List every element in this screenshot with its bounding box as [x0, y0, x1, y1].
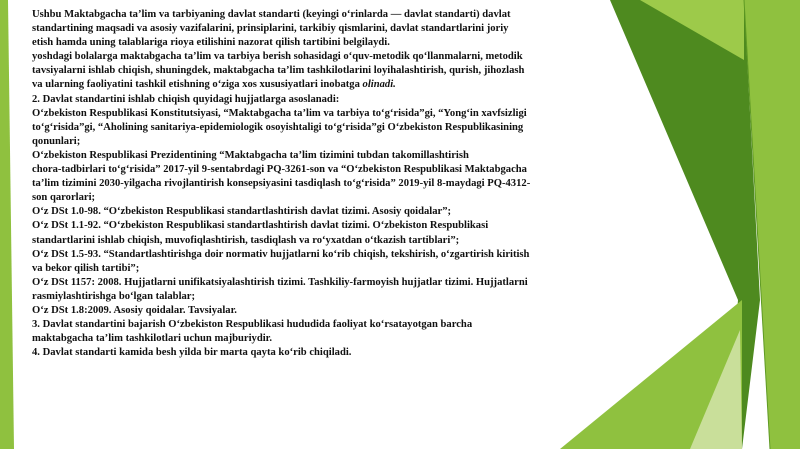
text-line: son qarorlari;	[32, 192, 96, 204]
text-line: O‘z DSt 1157: 2008. Hujjatlarni unifikatsiyalashtirish tizimi. Tashkiliy-farmoyish hujjatlar tizimi. Hujjatlarni	[32, 276, 528, 288]
text-line: 2. Davlat standartini ishlab chiqish quyidagi hujjatlarga asoslanadi:	[32, 93, 340, 105]
text-line: O‘zbekiston Respublikasi Konstitutsiyasi, “Maktabgacha ta’lim va tarbiya to‘g‘risida”gi, “Yong‘in xavfsizligi	[32, 107, 527, 119]
text-line: O‘z DSt 1.0-98. “O‘zbekiston Respublikasi standartlashtirish davlat tizimi. Asosiy qoidalar”;	[32, 206, 452, 218]
text-line: ta’lim tizimini 2030-yilgacha rivojlantirish konsepsiyasini tasdiqlash to‘g‘risida” 2019-yil 8-maydagi PQ-4312-	[32, 178, 531, 190]
text-segment: va ularning faoliyatini tashkil etishning o‘ziga xos xususiyatlari inobatga	[32, 79, 360, 91]
text-line: O‘zbekiston Respublikasi Prezidentining “Maktabgacha ta’lim tizimini tubdan takomillashtirish	[32, 149, 469, 161]
text-line: standartining maqsadi va asosiy vazifalarini, prinsiplarini, tarkibiy qismlarini, davlat standartlarini joriy	[32, 23, 509, 35]
text-line: tavsiyalarni ishlab chiqish, shuningdek, maktabgacha ta’lim tashkilotlarini loyihalashtirish, qurish, jihozlash	[32, 65, 525, 77]
text-line-with-italic	[32, 78, 632, 92]
text-line: etish hamda uning talablariga rioya etilishini nazorat qilish tartibini belgilaydi.	[32, 37, 390, 49]
text-line: chora-tadbirlari to‘g‘risida” 2017-yil 9-sentabrdagi PQ-3261-son va “O‘zbekiston Respublikasi Maktabgacha	[32, 164, 527, 176]
text-line: Ushbu Maktabgacha ta’lim va tarbiyaning davlat standarti (keyingi o‘rinlarda — davlat standarti) davlat	[32, 9, 511, 20]
text-line: O‘z DSt 1.1-92. “O‘zbekiston Respublikasi standartlashtirish davlat tizimi. O‘zbekiston Respublikasi	[32, 220, 489, 232]
text-line: O‘z DSt 1.5-93. “Standartlashtirishga doir normativ hujjatlarni ko‘rib chiqish, tekshirish, o‘zgartirish kiritish	[32, 248, 530, 260]
text-line: qonunlari;	[32, 135, 81, 147]
text-line: yoshdagi bolalarga maktabgacha ta’lim va tarbiya berish sohasidagi o‘quv-metodik qo‘llanmalarni, metodik	[32, 51, 523, 63]
text-line: rasmiylashtirishga bo‘lgan talablar;	[32, 290, 196, 302]
text-line: va bekor qilish tartibi”;	[32, 262, 140, 274]
text-line: maktabgacha ta’lim tashkilotlari uchun majburiydir.	[32, 333, 273, 345]
italic-word: olinadi.	[362, 79, 396, 91]
left-edge-shape	[0, 0, 14, 449]
text-line: 4. Davlat standarti kamida besh yilda bir marta qayta ko‘rib chiqiladi.	[32, 347, 352, 359]
text-line: O‘z DSt 1.8:2009. Asosiy qoidalar. Tavsiyalar.	[32, 304, 237, 316]
document-body	[32, 8, 632, 360]
text-line: to‘g‘risida”gi, “Aholining sanitariya-epidemiologik osoyishtaligi to‘g‘risida”gi O‘zbekiston Respublikasining	[32, 121, 524, 133]
text-line: standartlarini ishlab chiqish, muvofiqlashtirish, tasdiqlash va ro‘yxatdan o‘tkazish tartiblari”;	[32, 234, 460, 246]
text-line: 3. Davlat standartini bajarish O‘zbekiston Respublikasi hududida faoliyat ko‘rsatayotgan barcha	[32, 319, 473, 331]
